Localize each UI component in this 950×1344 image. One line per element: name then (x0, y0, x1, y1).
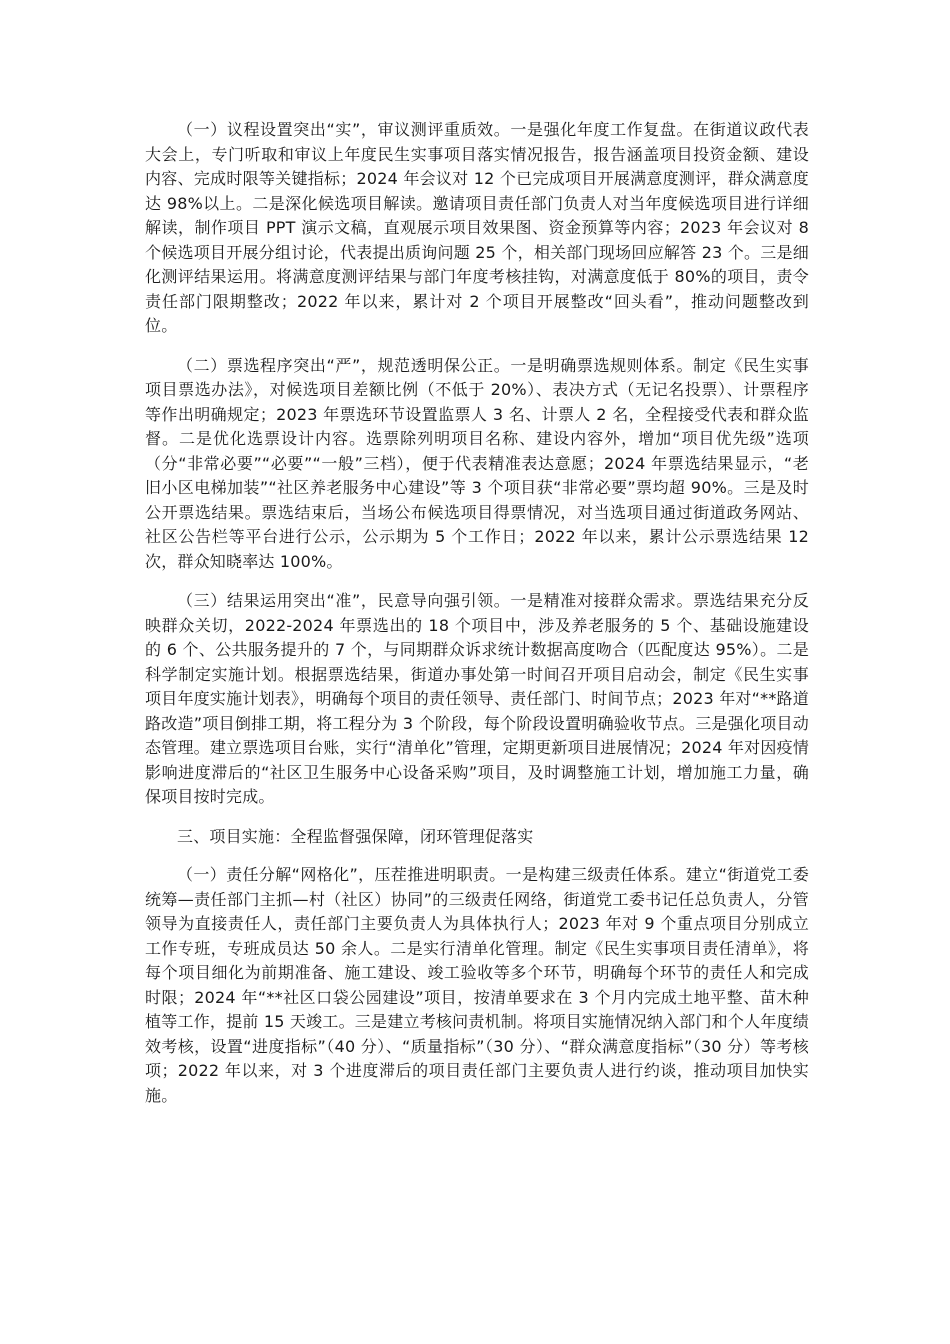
paragraph-result-application: （三）结果运用突出“准”，民意导向强引领。一是精准对接群众需求。票选结果充分反映群众关切，2022-2024 年票选出的 18 个项目中，涉及养老服务的 5 个、基础设施建设的 6 个、公共服务提升的 7 个，与同期群众诉求统计数据高度吻合（匹配度达 95%）。二是科学制定实施计划。根据票选结果，街道办事处第一时间召开项目启动会，制定《民生实事项目年度实施计划表》，明确每个项目的责任领导、责任部门、时间节点；2023 年对“**路道路改造”项目倒排工期，将工程分为 3 个阶段，每个阶段设置明确验收节点。三是强化项目动态管理。建立票选项目台账，实行“清单化”管理，定期更新项目进展情况；2024 年对因疫情影响进度滞后的“社区卫生服务中心设备采购”项目，及时调整施工计划，增加施工力量，确保项目按时完成。 (145, 591, 809, 806)
paragraph-agenda-setting: （一）议程设置突出“实”，审议测评重质效。一是强化年度工作复盘。在街道议政代表大会上，专门听取和审议上年度民生实事项目落实情况报告，报告涵盖项目投资金额、建设内容、完成时限等关键指标；2024 年会议对 12 个已完成项目开展满意度测评，群众满意度达 98%以上。二是深化候选项目解读。邀请项目责任部门负责人对当年度候选项目进行详细解读，制作项目 PPT 演示文稿，直观展示项目效果图、资金预算等内容；2023 年会议对 8 个候选项目开展分组讨论，代表提出质询问题 25 个，相关部门现场回应解答 23 个。三是细化测评结果运用。将满意度测评结果与部门年度考核挂钩，对满意度低于 80%的项目，责令责任部门限期整改；2022 年以来，累计对 2 个项目开展整改“回头看”，推动问题整改到位。 (145, 120, 809, 335)
paragraph-responsibility-grid: （一）责任分解“网格化”，压茬推进明职责。一是构建三级责任体系。建立“街道党工委统筹—责任部门主抓—村（社区）协同”的三级责任网络，街道党工委书记任总负责人，分管领导为直接责任人，责任部门主要负责人为具体执行人；2023 年对 9 个重点项目分别成立工作专班，专班成员达 50 余人。二是实行清单化管理。制定《民生实事项目责任清单》，将每个项目细化为前期准备、施工建设、竣工验收等多个环节，明确每个环节的责任人和完成时限；2024 年“**社区口袋公园建设”项目，按清单要求在 3 个月内完成土地平整、苗木种植等工作，提前 15 天竣工。三是建立考核问责机制。将项目实施情况纳入部门和个人年度绩效考核，设置“进度指标”（40 分）、“质量指标”（30 分）、“群众满意度指标”（30 分）等考核项；2022 年以来，对 3 个进度滞后的项目责任部门主要负责人进行约谈，推动项目加快实施。 (145, 865, 809, 1105)
document-body (145, 118, 809, 1123)
paragraph-voting-procedure: （二）票选程序突出“严”，规范透明保公正。一是明确票选规则体系。制定《民生实事项目票选办法》，对候选项目差额比例（不低于 20%）、表决方式（无记名投票）、计票程序等作出明确规定；2023 年票选环节设置监票人 3 名、计票人 2 名，全程接受代表和群众监督。二是优化选票设计内容。选票除列明项目名称、建设内容外，增加“项目优先级”选项（分“非常必要”“必要”“一般”三档），便于代表精准表达意愿；2024 年票选结果显示，“老旧小区电梯加装”“社区养老服务中心建设”等 3 个项目获“非常必要”票均超 90%。三是及时公开票选结果。票选结束后，当场公布候选项目得票情况，对当选项目通过街道政务网站、社区公告栏等平台进行公示，公示期为 5 个工作日；2022 年以来，累计公示票选结果 12 次，群众知晓率达 100%。 (145, 355, 809, 571)
section-heading-project-implementation: 三、项目实施：全程监督强保障，闭环管理促落实 (177, 826, 534, 846)
